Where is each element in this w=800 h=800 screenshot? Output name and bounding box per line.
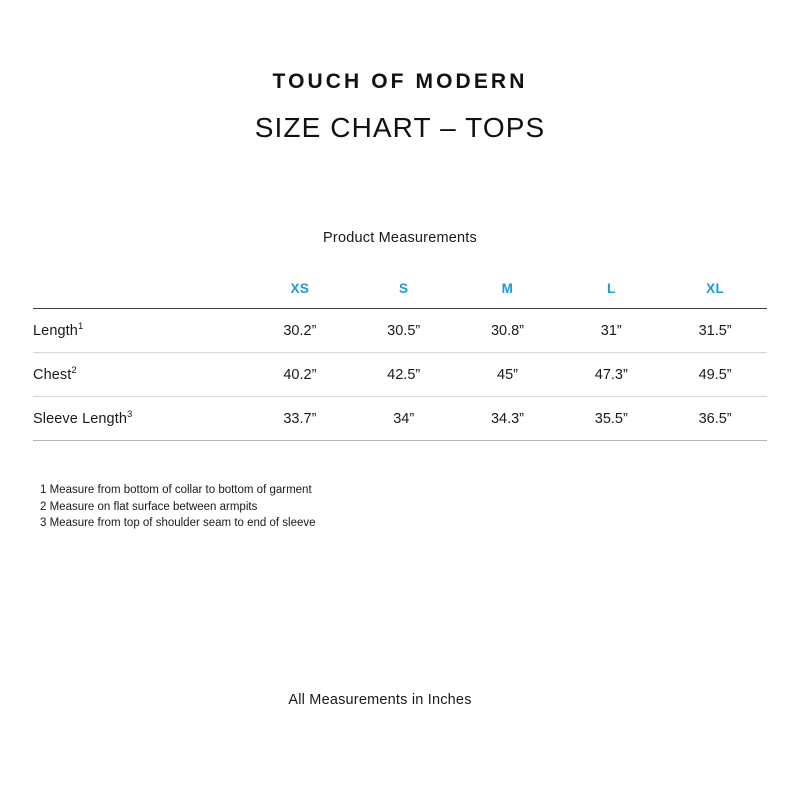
row-label-text: Length bbox=[33, 322, 78, 339]
row-label-sleeve-length bbox=[33, 397, 248, 441]
table-row bbox=[33, 309, 767, 353]
cell-length-l: 31” bbox=[559, 309, 663, 353]
cell-sleeve-xl: 36.5” bbox=[663, 397, 767, 441]
footnotes-block bbox=[40, 482, 316, 532]
footnote-2: 2 Measure on flat surface between armpits bbox=[40, 500, 258, 513]
footnote-marker: 3 bbox=[127, 408, 133, 420]
row-label-text: Chest bbox=[33, 366, 72, 383]
cell-length-xs: 30.2” bbox=[248, 309, 352, 353]
footnote-marker: 2 bbox=[71, 364, 77, 376]
table-caption: Product Measurements bbox=[323, 230, 477, 246]
page-title: SIZE CHART – TOPS bbox=[254, 112, 546, 143]
row-label-text: Sleeve Length bbox=[33, 410, 128, 427]
cell-sleeve-s: 34” bbox=[352, 397, 456, 441]
cell-sleeve-xs: 33.7” bbox=[248, 397, 352, 441]
column-header-xs: XS bbox=[248, 268, 352, 309]
cell-chest-xs: 40.2” bbox=[248, 353, 352, 397]
footnote-marker: 1 bbox=[77, 320, 84, 332]
column-header-l: L bbox=[559, 268, 663, 309]
row-label-length bbox=[33, 309, 248, 353]
cell-length-xl: 31.5” bbox=[663, 309, 767, 353]
cell-chest-s: 42.5” bbox=[352, 353, 456, 397]
cell-sleeve-l: 35.5” bbox=[559, 397, 663, 441]
cell-length-s: 30.5” bbox=[352, 309, 456, 353]
cell-chest-m: 45” bbox=[456, 353, 560, 397]
table-row bbox=[33, 353, 767, 397]
column-header-xl: XL bbox=[663, 268, 767, 309]
row-label-chest bbox=[33, 353, 248, 397]
brand-wordmark: TOUCH OF MODERN bbox=[272, 70, 528, 93]
measurements-section bbox=[33, 230, 767, 441]
table-corner-cell bbox=[33, 268, 248, 309]
cell-chest-xl: 49.5” bbox=[663, 353, 767, 397]
column-header-s: S bbox=[352, 268, 456, 309]
cell-length-m: 30.8” bbox=[456, 309, 560, 353]
table-header-row bbox=[33, 268, 767, 309]
cell-sleeve-m: 34.3” bbox=[456, 397, 560, 441]
column-header-m: M bbox=[456, 268, 560, 309]
units-note: All Measurements in Inches bbox=[288, 692, 472, 708]
table-row bbox=[33, 397, 767, 441]
size-chart-table bbox=[33, 268, 767, 441]
footnote-1: 1 Measure from bottom of collar to bottom of garment bbox=[40, 484, 312, 496]
footnote-3: 3 Measure from top of shoulder seam to end of sleeve bbox=[40, 517, 316, 529]
cell-chest-l: 47.3” bbox=[559, 353, 663, 397]
